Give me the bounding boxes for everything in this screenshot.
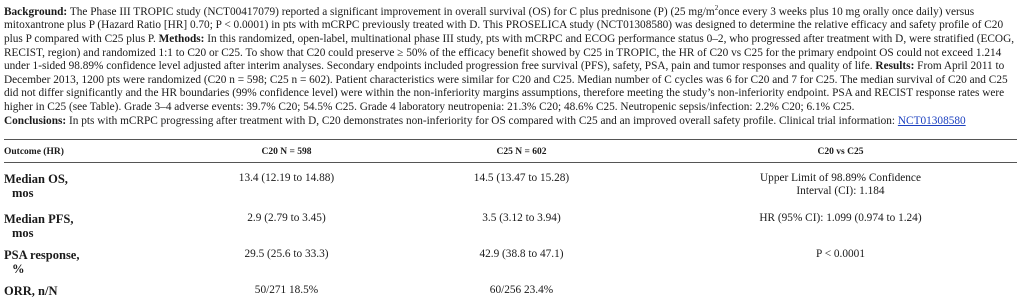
outcome-cell	[4, 164, 194, 204]
comparison-cell	[664, 240, 1017, 276]
trial-link[interactable]: NCT01308580	[897, 114, 966, 127]
outcome-unit: mos	[12, 225, 34, 240]
c25-value: 42.9 (38.8 to 47.1)	[479, 247, 564, 260]
outcome-cell	[4, 276, 194, 298]
c20-value: 50/271 18.5%	[254, 283, 319, 296]
conclusions-text: In pts with mCRPC progressing after treatment with D, C20 demonstrates non-inferiority for OS compared with C25 and an improved overall safety profile. Clinical trial information:	[66, 114, 898, 127]
comparison-cell	[664, 276, 1017, 298]
background-text-cont: once every 3 weeks plus 10 mg orally once daily) versus mitoxantrone plus P (Hazard Ratio [HR] 0.70; P < 0.0001) in pts with mCRPC previously treated with D. This PROSELICA study (NCT01308580) was designed to determine the relative efficacy and safety profile of C20 plus P compared with C25 plus P.	[4, 5, 1004, 45]
outcome-label: Median PFS,	[4, 211, 74, 226]
c20-value: 13.4 (12.19 to 14.88)	[238, 171, 335, 184]
comparison-line: P < 0.0001	[816, 247, 865, 260]
table-row	[4, 204, 1017, 240]
comparison-cell	[664, 204, 1017, 240]
outcome-unit: mos	[12, 185, 34, 200]
c25-value: 60/256 23.4%	[489, 283, 554, 296]
background-text: The Phase III TROPIC study (NCT00417079) reported a significant improvement in overall survival (OS) for C plus prednisone (P) (25 mg/m	[67, 5, 715, 18]
comparison-line: HR (95% CI): 1.099 (0.974 to 1.24)	[759, 211, 922, 224]
results-text: From April 2011 to December 2013, 1200 pts were randomized (C20 n = 598; C25 n = 602). Patient characteristics were similar for C20 and C25. Median number of C cycles was 6 for C20 and 7 for C25. The median survival of C20 and C25 did not differ significantly and the HR boundaries (99% confidence level) were within the non-inferiority margins assumptions, therefore meeting the study’s non-inferiority endpoint. PSA and RECIST response rates were higher in C25 (see Table). Grade 3–4 adverse events: 39.7% C20; 54.5% C25. Grade 4 laboratory neutropenia: 21.3% C20; 48.6% C25. Neutropenic sepsis/infection: 2.2% C20; 6.1% C25.	[4, 60, 1008, 113]
table-row	[4, 276, 1017, 298]
header-outcome: Outcome (HR)	[4, 147, 64, 157]
c20-value: 29.5 (25.6 to 33.3)	[244, 247, 329, 260]
comparison-line: Upper Limit of 98.89% Confidence	[760, 171, 921, 184]
conclusions-label: Conclusions:	[4, 114, 67, 127]
c20-value: 2.9 (2.79 to 3.45)	[247, 211, 326, 224]
background-label: Background:	[4, 5, 68, 18]
comparison-cell	[664, 164, 1017, 204]
outcome-label: ORR, n/N	[4, 283, 58, 298]
background-superscript: 2	[714, 4, 719, 12]
table-row	[4, 240, 1017, 276]
outcome-unit: %	[12, 261, 25, 276]
outcome-label: PSA response,	[4, 247, 80, 262]
abstract-text	[4, 2, 1016, 128]
outcome-cell	[4, 204, 194, 240]
header-comparison: C20 vs C25	[817, 147, 864, 157]
table-header-row	[4, 140, 1017, 164]
results-label: Results:	[875, 60, 915, 73]
header-c25: C25 N = 602	[496, 147, 547, 157]
c25-value: 14.5 (13.47 to 15.28)	[473, 171, 570, 184]
outcome-cell	[4, 240, 194, 276]
c25-value: 3.5 (3.12 to 3.94)	[482, 211, 561, 224]
methods-text: In this randomized, open-label, multinational phase III study, pts with mCRPC and ECOG performance status 0–2, who progressed after treatment with D, were stratified (ECOG, RECIST, region) and randomized 1:1 to C20 or C25. To show that C20 could preserve ≥ 50% of the efficacy benefit showed by C25 in TROPIC, the HR of C20 vs C25 for the primary endpoint OS could not exceed 1.214 under 1-sided 98.89% confidence level adjusted after interim analyses. Secondary endpoints included progression free survival (PFS), safety, PSA, pain and tumor responses and quality of life.	[4, 32, 1015, 73]
header-c20: C20 N = 598	[261, 147, 312, 157]
outcome-label: Median OS,	[4, 171, 68, 186]
results-table	[4, 140, 1017, 298]
methods-label: Methods:	[158, 32, 205, 45]
table-row	[4, 164, 1017, 204]
comparison-line: Interval (CI): 1.184	[796, 185, 885, 198]
